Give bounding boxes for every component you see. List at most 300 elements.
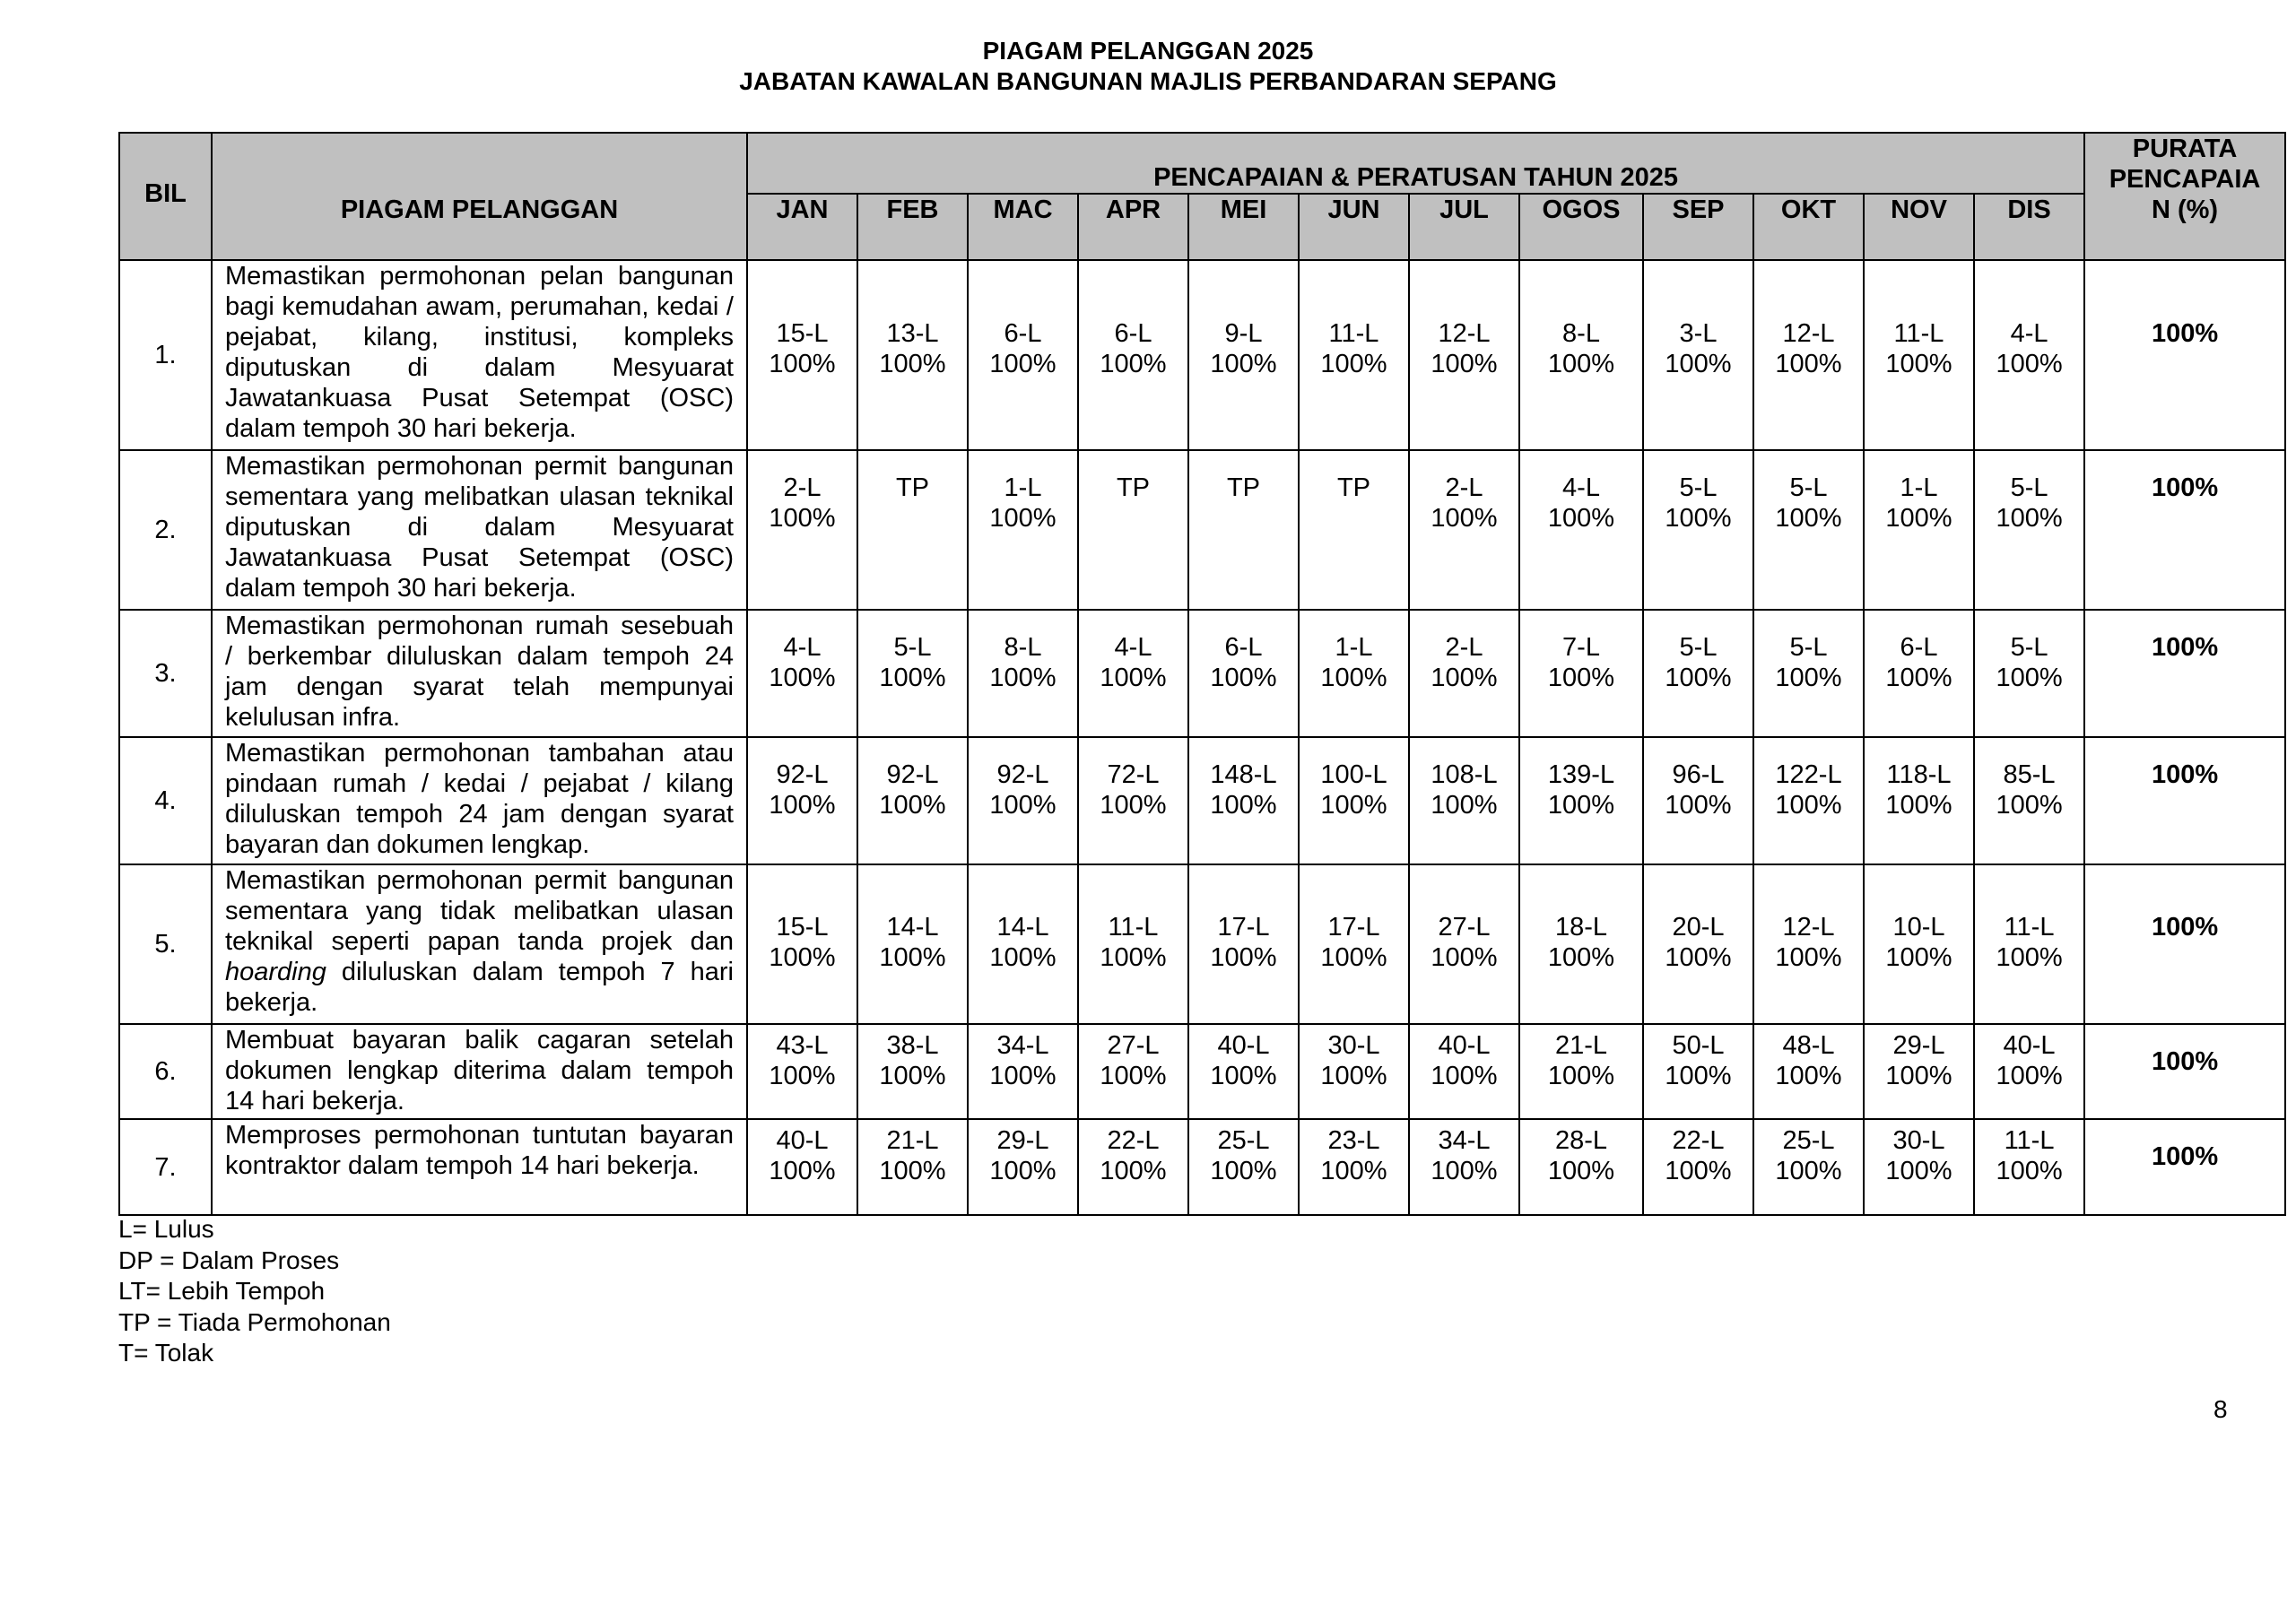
month-value-sep [1643, 260, 1753, 450]
approved-count: 12-L [1782, 319, 1835, 348]
month-value-dis [1974, 864, 2084, 1024]
approved-count: 9-L [1224, 319, 1263, 348]
header-month-apr: APR [1078, 194, 1188, 260]
achievement-percent: 100% [1547, 504, 1615, 533]
header-month-mei: MEI [1188, 194, 1299, 260]
achievement-percent: 100% [769, 504, 836, 533]
approved-count: TP [895, 473, 930, 502]
month-value-jul [1409, 1119, 1519, 1215]
month-value-sep [1643, 1119, 1753, 1215]
header-average-line1: PURATA [2132, 135, 2238, 163]
average-achievement: 100% [2084, 260, 2285, 450]
achievement-percent: 100% [1885, 664, 1952, 692]
approved-count: 15-L [776, 913, 829, 942]
month-value-nov [1864, 450, 1974, 610]
approved-count: 50-L [1672, 1031, 1725, 1060]
approved-count: 1-L [1004, 473, 1042, 502]
month-value-mei [1188, 610, 1299, 737]
approved-count: 139-L [1547, 760, 1615, 789]
approved-count: 28-L [1554, 1126, 1608, 1155]
month-value-ogos [1519, 610, 1643, 737]
achievement-percent: 100% [1100, 1157, 1167, 1185]
approved-count: 40-L [1438, 1031, 1491, 1060]
month-value-jul [1409, 1024, 1519, 1119]
header-month-nov: NOV [1864, 194, 1974, 260]
approved-count: 100-L [1320, 760, 1387, 789]
document-subtitle: JABATAN KAWALAN BANGUNAN MAJLIS PERBANDARAN SEPANG [739, 67, 1557, 95]
achievement-percent: 100% [1320, 664, 1387, 692]
approved-count: 5-L [1789, 633, 1828, 662]
month-value-mac [968, 260, 1078, 450]
achievement-percent: 100% [1665, 1062, 1732, 1090]
achievement-percent: 100% [1775, 1157, 1842, 1185]
approved-count: 3-L [1679, 319, 1718, 348]
achievement-percent: 100% [1996, 1157, 2063, 1185]
month-value-jan [747, 864, 857, 1024]
charter-description: Memastikan permohonan permit bangunan sementara yang melibatkan ulasan teknikal diputuskan di dalam Mesyuarat Jawatankuasa Pusat Setempat (OSC) dalam tempoh 30 hari bekerja. [212, 450, 747, 610]
month-value-mei [1188, 737, 1299, 864]
page-number: 8 [2213, 1395, 2228, 1423]
achievement-percent: 100% [1996, 1062, 2063, 1090]
legend-item: T= Tolak [118, 1339, 214, 1367]
approved-count: 40-L [1217, 1031, 1270, 1060]
approved-count: 12-L [1438, 319, 1491, 348]
month-value-jan [747, 610, 857, 737]
achievement-percent: 100% [1665, 350, 1732, 378]
header-month-ogos: OGOS [1519, 194, 1643, 260]
approved-count: 11-L [2004, 913, 2055, 942]
achievement-percent: 100% [1885, 1062, 1952, 1090]
header-month-sep: SEP [1643, 194, 1753, 260]
month-value-mac [968, 864, 1078, 1024]
achievement-percent: 100% [879, 350, 946, 378]
achievement-percent: 100% [1100, 943, 1167, 972]
approved-count: 17-L [1217, 913, 1270, 942]
month-value-mei [1188, 1119, 1299, 1215]
achievement-percent: 100% [1665, 664, 1732, 692]
achievement-percent: 100% [1100, 664, 1167, 692]
document-title: PIAGAM PELANGGAN 2025 [982, 37, 1314, 65]
month-value-jun [1299, 1024, 1409, 1119]
approved-count: 34-L [1438, 1126, 1491, 1155]
month-value-apr [1078, 1119, 1188, 1215]
approved-count: 4-L [1114, 633, 1152, 662]
approved-count: 14-L [886, 913, 939, 942]
approved-count: 92-L [996, 760, 1049, 789]
achievement-percent: 100% [1100, 1062, 1167, 1090]
row-number: 4. [119, 737, 212, 864]
row-number: 7. [119, 1119, 212, 1215]
month-value-dis [1974, 1119, 2084, 1215]
approved-count: 30-L [1892, 1126, 1945, 1155]
month-value-jun [1299, 1119, 1409, 1215]
header-piagam-pelanggan: PIAGAM PELANGGAN [212, 133, 747, 260]
month-value-mei [1188, 1024, 1299, 1119]
month-value-okt [1753, 1119, 1864, 1215]
achievement-percent: 100% [1431, 664, 1498, 692]
approved-count: 25-L [1782, 1126, 1835, 1155]
approved-count: 10-L [1892, 913, 1945, 942]
table-body [119, 260, 2285, 1215]
month-value-feb [857, 737, 968, 864]
approved-count: 122-L [1775, 760, 1842, 789]
row-number: 2. [119, 450, 212, 610]
month-value-apr [1078, 610, 1188, 737]
approved-count: 30-L [1327, 1031, 1380, 1060]
achievement-percent: 100% [879, 943, 946, 972]
approved-count: 5-L [1679, 633, 1718, 662]
achievement-percent: 100% [769, 1157, 836, 1185]
approved-count: 4-L [1562, 473, 1600, 502]
approved-count: 34-L [996, 1031, 1049, 1060]
approved-count: 5-L [1679, 473, 1718, 502]
table-row [119, 450, 2285, 610]
achievement-percent: 100% [989, 664, 1057, 692]
month-value-mac [968, 1024, 1078, 1119]
approved-count: 6-L [1114, 319, 1152, 348]
header-month-mac: MAC [968, 194, 1078, 260]
achievement-percent: 100% [1775, 504, 1842, 533]
achievement-percent: 100% [1320, 1157, 1387, 1185]
approved-count: 29-L [1892, 1031, 1945, 1060]
average-achievement: 100% [2084, 610, 2285, 737]
approved-count: 92-L [776, 760, 829, 789]
month-value-mei [1188, 864, 1299, 1024]
month-value-nov [1864, 864, 1974, 1024]
charter-description: Memastikan permohonan rumah sesebuah / berkembar diluluskan dalam tempoh 24 jam dengan syarat telah mempunyai kelulusan infra. [212, 610, 747, 737]
legend-item: L= Lulus [118, 1215, 214, 1243]
achievement-percent: 100% [769, 791, 836, 820]
achievement-percent: 100% [1547, 791, 1615, 820]
month-value-dis [1974, 450, 2084, 610]
achievement-percent: 100% [1547, 350, 1615, 378]
description-italic-term: hoarding [225, 958, 326, 986]
achievement-percent: 100% [1775, 664, 1842, 692]
table-header [119, 133, 2285, 260]
achievement-percent: 100% [1547, 1062, 1615, 1090]
approved-count: 4-L [2010, 319, 2048, 348]
achievement-percent: 100% [1547, 943, 1615, 972]
achievement-percent: 100% [1431, 1062, 1498, 1090]
month-value-feb [857, 1024, 968, 1119]
month-value-sep [1643, 737, 1753, 864]
approved-count: 108-L [1431, 760, 1498, 789]
approved-count: 92-L [886, 760, 939, 789]
achievement-percent: 100% [1665, 504, 1732, 533]
charter-description: Memproses permohonan tuntutan bayaran kontraktor dalam tempoh 14 hari bekerja. [212, 1119, 747, 1215]
header-month-jun: JUN [1299, 194, 1409, 260]
legend-item: LT= Lebih Tempoh [118, 1277, 326, 1305]
approved-count: 7-L [1562, 633, 1600, 662]
achievement-percent: 100% [1775, 1062, 1842, 1090]
description-text: diluluskan dalam tempoh 7 hari bekerja. [225, 958, 734, 1017]
approved-count: 6-L [1900, 633, 1938, 662]
achievement-percent: 100% [1210, 1062, 1277, 1090]
achievement-percent: 100% [1431, 791, 1498, 820]
row-number: 6. [119, 1024, 212, 1119]
header-average-line2: PENCAPAIA [2109, 165, 2261, 194]
approved-count: TP [1116, 473, 1151, 502]
charter-description: Memastikan permohonan pelan bangunan bagi kemudahan awam, perumahan, kedai / pejabat, kilang, institusi, kompleks diputuskan di dalam Mesyuarat Jawatankuasa Pusat Setempat (OSC) dalam tempoh 30 hari bekerja. [212, 260, 747, 450]
month-value-sep [1643, 450, 1753, 610]
average-achievement: 100% [2084, 737, 2285, 864]
approved-count: 2-L [1445, 473, 1483, 502]
month-value-okt [1753, 260, 1864, 450]
average-achievement: 100% [2084, 450, 2285, 610]
approved-count: 23-L [1327, 1126, 1380, 1155]
table-row [119, 1024, 2285, 1119]
approved-count: 17-L [1327, 913, 1380, 942]
legend-item: TP = Tiada Permohonan [118, 1307, 391, 1336]
approved-count: 43-L [776, 1031, 829, 1060]
month-value-jul [1409, 450, 1519, 610]
approved-count: 21-L [886, 1126, 939, 1155]
achievement-percent: 100% [1885, 504, 1952, 533]
average-achievement: 100% [2084, 1024, 2285, 1119]
month-value-feb [857, 450, 968, 610]
month-value-feb [857, 864, 968, 1024]
achievement-percent: 100% [879, 664, 946, 692]
month-value-nov [1864, 260, 1974, 450]
month-value-dis [1974, 610, 2084, 737]
approved-count: 5-L [2010, 473, 2048, 502]
month-value-apr [1078, 737, 1188, 864]
approved-count: 20-L [1672, 913, 1725, 942]
month-value-ogos [1519, 450, 1643, 610]
month-value-apr [1078, 1024, 1188, 1119]
achievement-percent: 100% [989, 943, 1057, 972]
approved-count: 27-L [1107, 1031, 1160, 1060]
achievement-percent: 100% [769, 943, 836, 972]
achievement-percent: 100% [1210, 943, 1277, 972]
month-value-sep [1643, 1024, 1753, 1119]
month-value-jul [1409, 737, 1519, 864]
month-value-dis [1974, 737, 2084, 864]
month-value-okt [1753, 864, 1864, 1024]
achievement-percent: 100% [1547, 1157, 1615, 1185]
month-value-dis [1974, 260, 2084, 450]
month-value-mei [1188, 260, 1299, 450]
month-value-jun [1299, 450, 1409, 610]
achievement-percent: 100% [1431, 943, 1498, 972]
approved-count: 12-L [1782, 913, 1835, 942]
approved-count: 8-L [1562, 319, 1600, 348]
achievement-percent: 100% [1431, 1157, 1498, 1185]
header-month-dis: DIS [1974, 194, 2084, 260]
month-value-ogos [1519, 737, 1643, 864]
achievement-percent: 100% [1885, 350, 1952, 378]
legend-item: DP = Dalam Proses [118, 1245, 340, 1274]
approved-count: 40-L [2003, 1031, 2056, 1060]
approved-count: 118-L [1886, 760, 1952, 789]
approved-count: 15-L [776, 319, 829, 348]
approved-count: 40-L [776, 1126, 829, 1155]
approved-count: 85-L [2003, 760, 2056, 789]
month-value-apr [1078, 864, 1188, 1024]
month-value-mac [968, 610, 1078, 737]
month-value-feb [857, 610, 968, 737]
month-value-sep [1643, 864, 1753, 1024]
achievement-percent: 100% [1775, 350, 1842, 378]
approved-count: 2-L [1445, 633, 1483, 662]
achievement-percent: 100% [1885, 943, 1952, 972]
approved-count: 6-L [1224, 633, 1263, 662]
month-value-ogos [1519, 864, 1643, 1024]
approved-count: 22-L [1107, 1126, 1160, 1155]
description-text: Memastikan permohonan permit bangunan sementara yang tidak melibatkan ulasan teknikal seperti papan tanda projek dan [225, 866, 734, 956]
month-value-apr [1078, 260, 1188, 450]
approved-count: 21-L [1554, 1031, 1608, 1060]
approved-count: 11-L [2004, 1126, 2055, 1155]
achievement-percent: 100% [1665, 1157, 1732, 1185]
achievement-percent: 100% [1547, 664, 1615, 692]
approved-count: TP [1226, 473, 1261, 502]
month-value-mac [968, 450, 1078, 610]
table-row [119, 737, 2285, 864]
month-value-mei [1188, 450, 1299, 610]
month-value-dis [1974, 1024, 2084, 1119]
month-value-apr [1078, 450, 1188, 610]
month-value-jan [747, 1024, 857, 1119]
approved-count: 18-L [1554, 913, 1608, 942]
approved-count: 11-L [1328, 319, 1379, 348]
approved-count: 27-L [1438, 913, 1491, 942]
month-value-ogos [1519, 260, 1643, 450]
month-value-mac [968, 1119, 1078, 1215]
header-average-achievement [2084, 133, 2285, 260]
achievement-percent: 100% [1210, 350, 1277, 378]
charter-description: Memastikan permohonan tambahan atau pindaan rumah / kedai / pejabat / kilang diluluskan tempoh 24 jam dengan syarat bayaran dan dokumen lengkap. [212, 737, 747, 864]
achievement-percent: 100% [769, 1062, 836, 1090]
month-value-nov [1864, 610, 1974, 737]
achievement-percent: 100% [1996, 504, 2063, 533]
table-row [119, 260, 2285, 450]
achievement-percent: 100% [989, 350, 1057, 378]
approved-count: 22-L [1672, 1126, 1725, 1155]
approved-count: 8-L [1004, 633, 1042, 662]
achievement-percent: 100% [879, 1157, 946, 1185]
achievement-percent: 100% [1210, 1157, 1277, 1185]
month-value-okt [1753, 610, 1864, 737]
month-value-jan [747, 450, 857, 610]
month-value-okt [1753, 737, 1864, 864]
month-value-jan [747, 260, 857, 450]
month-value-jul [1409, 260, 1519, 450]
table-row [119, 864, 2285, 1024]
approved-count: 5-L [2010, 633, 2048, 662]
achievement-percent: 100% [989, 791, 1057, 820]
average-achievement: 100% [2084, 1119, 2285, 1215]
achievement-percent: 100% [769, 350, 836, 378]
month-value-mac [968, 737, 1078, 864]
month-value-jan [747, 1119, 857, 1215]
charter-description [212, 864, 747, 1024]
month-value-okt [1753, 450, 1864, 610]
achievement-percent: 100% [1320, 350, 1387, 378]
row-number: 1. [119, 260, 212, 450]
header-month-jan: JAN [747, 194, 857, 260]
customer-charter-table [118, 132, 2286, 1216]
table-row [119, 610, 2285, 737]
approved-count: 48-L [1782, 1031, 1835, 1060]
achievement-percent: 100% [1431, 350, 1498, 378]
month-value-jun [1299, 610, 1409, 737]
header-bil: BIL [119, 133, 212, 260]
achievement-percent: 100% [1996, 664, 2063, 692]
achievement-percent: 100% [1775, 791, 1842, 820]
approved-count: 11-L [1108, 913, 1159, 942]
achievement-percent: 100% [879, 791, 946, 820]
achievement-percent: 100% [1996, 791, 2063, 820]
achievement-percent: 100% [1665, 791, 1732, 820]
header-achievement-group: PENCAPAIAN & PERATUSAN TAHUN 2025 [747, 133, 2084, 194]
achievement-percent: 100% [1665, 943, 1732, 972]
approved-count: 2-L [783, 473, 822, 502]
month-value-nov [1864, 737, 1974, 864]
approved-count: 25-L [1217, 1126, 1270, 1155]
average-achievement: 100% [2084, 864, 2285, 1024]
header-month-feb: FEB [857, 194, 968, 260]
month-value-jul [1409, 610, 1519, 737]
approved-count: 1-L [1335, 633, 1373, 662]
month-value-ogos [1519, 1119, 1643, 1215]
achievement-percent: 100% [1996, 943, 2063, 972]
approved-count: 38-L [886, 1031, 939, 1060]
achievement-percent: 100% [1210, 791, 1277, 820]
month-value-jan [747, 737, 857, 864]
header-month-jul: JUL [1409, 194, 1519, 260]
approved-count: 11-L [1893, 319, 1944, 348]
achievement-percent: 100% [1885, 1157, 1952, 1185]
achievement-percent: 100% [1320, 943, 1387, 972]
achievement-percent: 100% [1320, 1062, 1387, 1090]
table-row [119, 1119, 2285, 1215]
approved-count: 96-L [1672, 760, 1725, 789]
approved-count: TP [1336, 473, 1371, 502]
month-value-jul [1409, 864, 1519, 1024]
achievement-percent: 100% [769, 664, 836, 692]
row-number: 5. [119, 864, 212, 1024]
achievement-percent: 100% [1100, 350, 1167, 378]
achievement-percent: 100% [1885, 791, 1952, 820]
achievement-percent: 100% [989, 1157, 1057, 1185]
month-value-jun [1299, 260, 1409, 450]
approved-count: 5-L [893, 633, 932, 662]
approved-count: 14-L [996, 913, 1049, 942]
month-value-nov [1864, 1024, 1974, 1119]
charter-description: Membuat bayaran balik cagaran setelah dokumen lengkap diterima dalam tempoh 14 hari bekerja. [212, 1024, 747, 1119]
achievement-percent: 100% [1431, 504, 1498, 533]
achievement-percent: 100% [1210, 664, 1277, 692]
month-value-feb [857, 260, 968, 450]
approved-count: 13-L [886, 319, 939, 348]
month-value-jun [1299, 864, 1409, 1024]
abbreviation-legend [118, 1214, 391, 1369]
header-average-line3: N (%) [2151, 195, 2219, 224]
achievement-percent: 100% [989, 504, 1057, 533]
approved-count: 6-L [1004, 319, 1042, 348]
achievement-percent: 100% [1996, 350, 2063, 378]
month-value-nov [1864, 1119, 1974, 1215]
approved-count: 1-L [1900, 473, 1938, 502]
month-value-feb [857, 1119, 968, 1215]
achievement-percent: 100% [1100, 791, 1167, 820]
achievement-percent: 100% [1320, 791, 1387, 820]
approved-count: 72-L [1107, 760, 1160, 789]
row-number: 3. [119, 610, 212, 737]
month-value-jun [1299, 737, 1409, 864]
month-value-sep [1643, 610, 1753, 737]
